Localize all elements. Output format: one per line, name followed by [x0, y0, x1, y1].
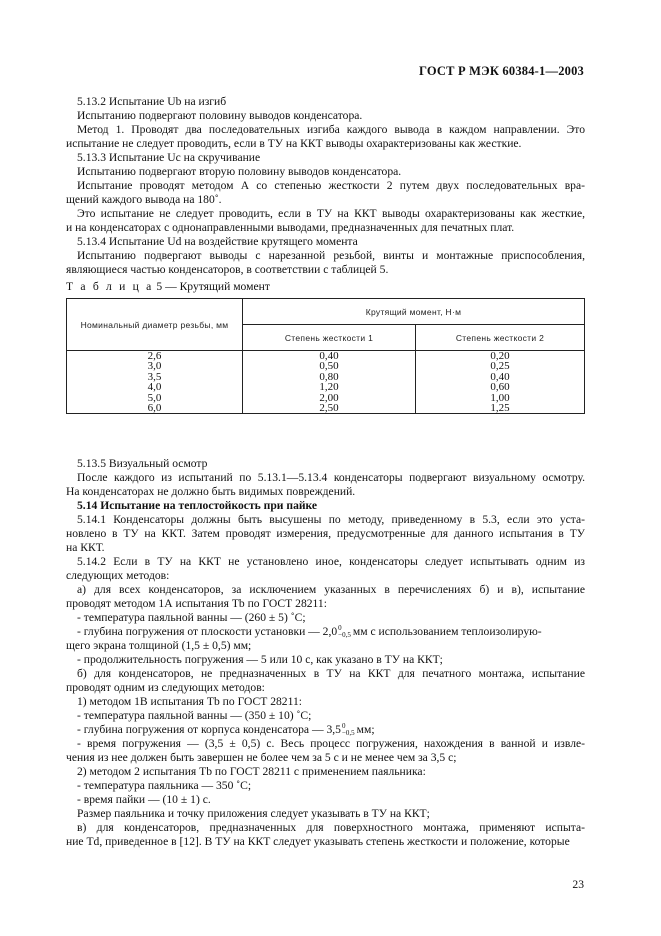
standard-header: ГОСТ Р МЭК 60384-1—2003	[419, 64, 584, 78]
table-cell: 0,60	[490, 381, 510, 394]
col-severity-2-header: Степень жесткости 2	[416, 325, 585, 351]
col-torque-header: Крутящий момент, Н·м	[243, 299, 585, 325]
severity-1-values	[243, 351, 416, 414]
paragraph-line: Испытанию подвергают половину выводов конденсатора.	[77, 109, 363, 122]
depth-text-start: - глубина погружения от плоскости установки — 2,0	[77, 625, 338, 638]
table-cell: 3,0	[147, 360, 162, 373]
table-caption-prefix: Т а б л и ц а	[66, 280, 154, 293]
section-5-13-2-heading: 5.13.2 Испытание Ub на изгиб	[77, 95, 227, 108]
table-cell: 3,5	[147, 370, 162, 383]
paragraph-line: в) для конденсаторов, предназначенных для поверхностного монтажа, применяют испыта-	[77, 821, 585, 834]
paragraph-line: чения из нее должен быть завершен не более чем за 5 с и не менее чем за 3,5 с;	[66, 751, 457, 764]
paragraph-line: щений каждого вывода на 180˚.	[66, 193, 222, 206]
table-cell: 0,20	[490, 350, 510, 362]
table-cell: 1,00	[490, 391, 510, 404]
paragraph-line: на ККТ.	[66, 541, 105, 554]
list-item: - продолжительность погружения — 5 или 10 с, как указано в ТУ на ККТ;	[77, 653, 443, 666]
paragraph-line: и на конденсаторах с однонаправленными выводами, предназначенных для печатных плат.	[66, 221, 515, 234]
table-cell: 0,40	[319, 350, 339, 362]
table-cell: 5,0	[147, 391, 162, 404]
paragraph-line: проводят одним из следующих методов:	[66, 681, 265, 694]
section-5-13-5-heading: 5.13.5 Визуальный осмотр	[77, 457, 208, 470]
tolerance-lower: −0,5	[341, 729, 355, 738]
col-diameter-header: Номинальный диаметр резьбы, мм	[67, 299, 243, 351]
table-cell: 2,50	[319, 402, 339, 415]
depth-text-end: мм;	[356, 723, 375, 736]
table-caption	[66, 280, 270, 293]
col-severity-1-header: Степень жесткости 1	[243, 325, 416, 351]
paragraph-line: Размер паяльника и точку приложения следует указывать в ТУ на ККТ;	[77, 807, 430, 820]
severity-2-values	[416, 351, 585, 414]
table-cell: 4,0	[147, 381, 162, 394]
table-cell: 0,40	[490, 370, 510, 383]
section-5-13-3-heading: 5.13.3 Испытание Uc на скручивание	[77, 151, 261, 164]
table-cell: 1,20	[319, 381, 339, 394]
table-cell: 6,0	[147, 402, 162, 415]
table-cell: 2,6	[147, 350, 162, 362]
paragraph-line: следующих методов:	[66, 569, 170, 582]
paragraph-line: 5.14.2 Если в ТУ на ККТ не установлено иное, конденсаторы следует испытывать одним из	[77, 555, 585, 568]
table-cell: 0,80	[319, 370, 339, 383]
torque-table	[66, 298, 585, 414]
table-cell: 2,00	[319, 391, 339, 404]
list-item: - температура паяльной ванны — (350 ± 10) ˚С;	[77, 709, 312, 722]
list-item: 1) методом 1В испытания Tb по ГОСТ 28211:	[77, 695, 302, 708]
paragraph-line: Испытанию подвергают выводы с нарезанной резьбой, винты и монтажные приспособления,	[77, 249, 585, 262]
diameter-values	[67, 351, 243, 414]
table-cell: 0,25	[490, 360, 510, 373]
list-item: - время погружения — (3,5 ± 0,5) с. Весь процесс погружения, нахождения в ванной и извле-	[77, 737, 585, 750]
paragraph-line: испытание не следует проводить, если в ТУ на ККТ выводы охарактеризованы как жесткие.	[66, 137, 522, 150]
list-item	[77, 625, 585, 639]
table-cell: 1,25	[490, 402, 510, 415]
paragraph-line: Испытание проводят методом А со степенью жесткости 2 путем двух последовательных вра-	[77, 179, 585, 192]
list-item: 2) методом 2 испытания Tb по ГОСТ 28211 с применением паяльника:	[77, 765, 426, 778]
paragraph-line: ние Td, приведенное в [12]. В ТУ на ККТ следует указывать степень жесткости и положение, которые	[66, 835, 570, 848]
table-cell: 0,50	[319, 360, 339, 373]
tolerance-fraction	[342, 723, 355, 737]
paragraph-line: После каждого из испытаний по 5.13.1—5.13.4 конденсаторы подвергают визуальному осмотру.	[77, 471, 585, 484]
paragraph-line: Это испытание не следует проводить, если в ТУ на ККТ выводы охарактеризованы как жесткие,	[77, 207, 585, 220]
list-item: - температура паяльника — 350 ˚С;	[77, 779, 252, 792]
list-item: - время пайки — (10 ± 1) с.	[77, 793, 211, 806]
paragraph-line: Метод 1. Проводят два последовательных изгиба каждого вывода в каждом направлении. Это	[77, 123, 585, 136]
depth-text-end: мм с использованием теплоизолирую-	[352, 625, 542, 638]
tolerance-upper: 0	[341, 722, 346, 731]
tolerance-upper: 0	[338, 624, 342, 633]
section-5-14-heading: 5.14 Испытание на теплостойкость при пайке	[77, 499, 318, 512]
paragraph-line: щего экрана толщиной (1,5 ± 0,5) мм;	[66, 639, 252, 652]
page-number: 23	[572, 878, 584, 891]
section-5-13-4-heading: 5.13.4 Испытание Ud на воздействие крутящего момента	[77, 235, 358, 248]
paragraph-line: новлено в ТУ на ККТ. Затем проводят измерения, предусмотренные для данного испытания в ТУ	[66, 527, 585, 540]
paragraph-line: 5.14.1 Конденсаторы должны быть высушены по методу, приведенному в 5.3, если это уста-	[77, 513, 585, 526]
paragraph-line: а) для всех конденсаторов, за исключением указанных в перечислениях б) и в), испытание	[77, 583, 585, 596]
table-caption-text: 5 — Крутящий момент	[156, 280, 270, 293]
depth-text-start: - глубина погружения от корпуса конденсатора — 3,5	[77, 723, 341, 736]
paragraph-line: Испытанию подвергают вторую половину выводов конденсатора.	[77, 165, 402, 178]
paragraph-line: На конденсаторах не должно быть видимых повреждений.	[66, 485, 356, 498]
paragraph-line: б) для конденсаторов, не предназначенных в ТУ на ККТ для печатного монтажа, испытание	[77, 667, 585, 680]
paragraph-line: проводят методом 1А испытания Tb по ГОСТ 28211:	[66, 597, 327, 610]
tolerance-fraction	[338, 625, 351, 639]
list-item	[77, 723, 585, 737]
list-item: - температура паяльной ванны — (260 ± 5) ˚С;	[77, 611, 306, 624]
tolerance-lower: −0,5	[338, 631, 351, 640]
paragraph-line: являющиеся частью конденсаторов, в соответствии с таблицей 5.	[66, 263, 389, 276]
